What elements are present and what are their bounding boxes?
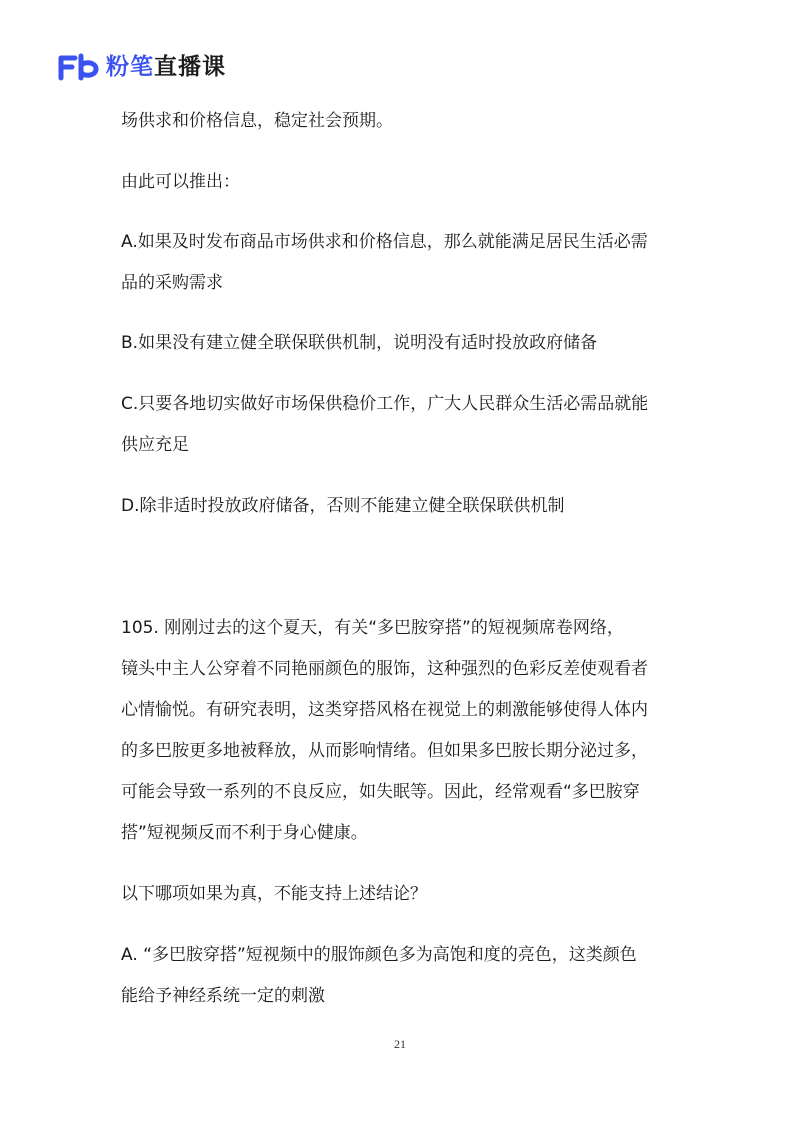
brand-rest: 直播课 xyxy=(154,54,226,80)
fb-logo-icon xyxy=(58,52,100,82)
option-a-continued: 品的采购需求 xyxy=(121,273,223,293)
text-line: 场供求和价格信息，稳定社会预期。 xyxy=(121,111,393,131)
option-a: A. “多巴胺穿搭”短视频中的服饰颜色多为高饱和度的亮色，这类颜色 xyxy=(121,945,637,965)
question-105-line: 105. 刚刚过去的这个夏天，有关“多巴胺穿搭”的短视频席卷网络， xyxy=(121,618,624,638)
question-105-line: 心情愉悦。有研究表明，这类穿搭风格在视觉上的刺激能够使得人体内 xyxy=(121,700,648,720)
question-prompt: 以下哪项如果为真，不能支持上述结论？ xyxy=(121,884,427,904)
brand-accent: 粉笔 xyxy=(106,54,154,80)
option-a-continued: 能给予神经系统一定的刺激 xyxy=(121,986,325,1006)
option-a: A.如果及时发布商品市场供求和价格信息，那么就能满足居民生活必需 xyxy=(121,232,648,252)
page-number: 21 xyxy=(394,1037,406,1051)
option-d: D.除非适时投放政府储备，否则不能建立健全联保联供机制 xyxy=(121,496,565,516)
question-105-line: 镜头中主人公穿着不同艳丽颜色的服饰，这种强烈的色彩反差使观看者 xyxy=(121,659,648,679)
question-105-line: 可能会导致一系列的不良反应，如失眠等。因此，经常观看“多巴胺穿 xyxy=(121,782,640,802)
question-105-line: 搭”短视频反而不利于身心健康。 xyxy=(121,823,368,843)
question-105-line: 的多巴胺更多地被释放，从而影响情绪。但如果多巴胺长期分泌过多， xyxy=(121,741,648,761)
page-header xyxy=(58,50,226,84)
option-b: B.如果没有建立健全联保联供机制，说明没有适时投放政府储备 xyxy=(121,333,598,353)
option-c-continued: 供应充足 xyxy=(121,435,189,455)
brand-name xyxy=(106,52,226,82)
option-c: C.只要各地切实做好市场保供稳价工作，广大人民群众生活必需品就能 xyxy=(121,394,649,414)
question-prompt: 由此可以推出： xyxy=(121,172,240,192)
